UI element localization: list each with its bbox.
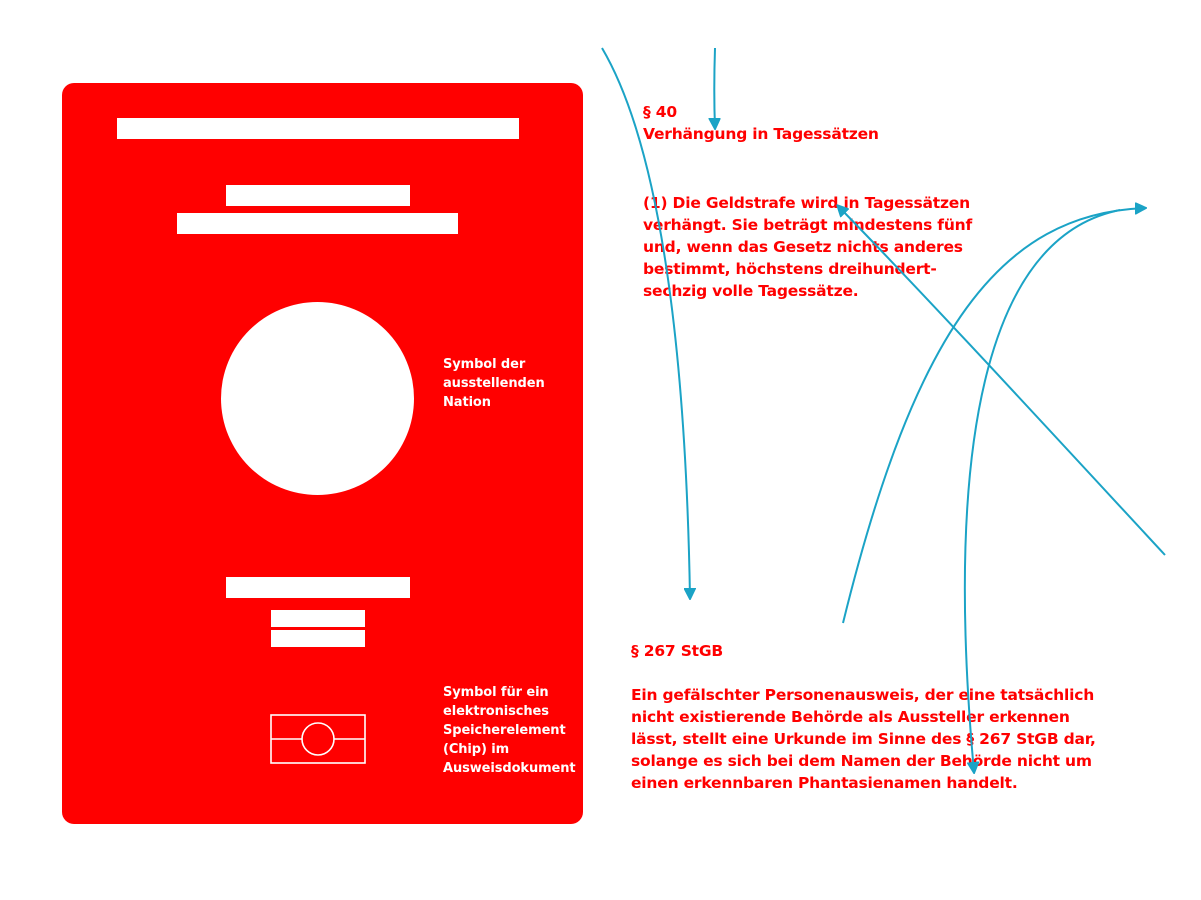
nation-symbol-label: Symbol der ausstellenden Nation [443, 357, 545, 410]
chip-symbol-icon [270, 714, 366, 764]
cover-subtitle-bar-short [226, 185, 410, 206]
law-40-heading: § 40 Verhängung in Tagessätzen [643, 103, 879, 143]
passport-cover [62, 83, 583, 824]
cover-title-bar [117, 118, 519, 139]
document-subtype-bar-1 [271, 610, 365, 627]
cover-subtitle-bar-long [177, 213, 458, 234]
law-267-block [631, 618, 1096, 816]
chip-symbol-label: Symbol für ein elektronisches Speicherelement (Chip) im Ausweisdokument [443, 685, 576, 776]
law-40-body: (1) Die Geldstrafe wird in Tagessätzen verhängt. Sie beträgt mindestens fünf und, wenn das Gesetz nichts anderes bestimmt, höchstens dreihundert- sechzig volle Tagessätze. [643, 194, 973, 300]
law-267-heading: § 267 StGB [631, 642, 724, 660]
law-267-body: Ein gefälschter Personenausweis, der eine tatsächlich nicht existierende Behörde als Aussteller erkennen lässt, stellt eine Urkunde im Sinne des § 267 StGB dar, solange es sich bei dem Namen der Behörde nicht um einen erkennbaren Phantasienamen handelt. [631, 686, 1096, 792]
law-40-block [643, 79, 972, 324]
document-subtype-bar-2 [271, 630, 365, 647]
nation-symbol [221, 302, 414, 495]
document-type-bar [226, 577, 410, 598]
